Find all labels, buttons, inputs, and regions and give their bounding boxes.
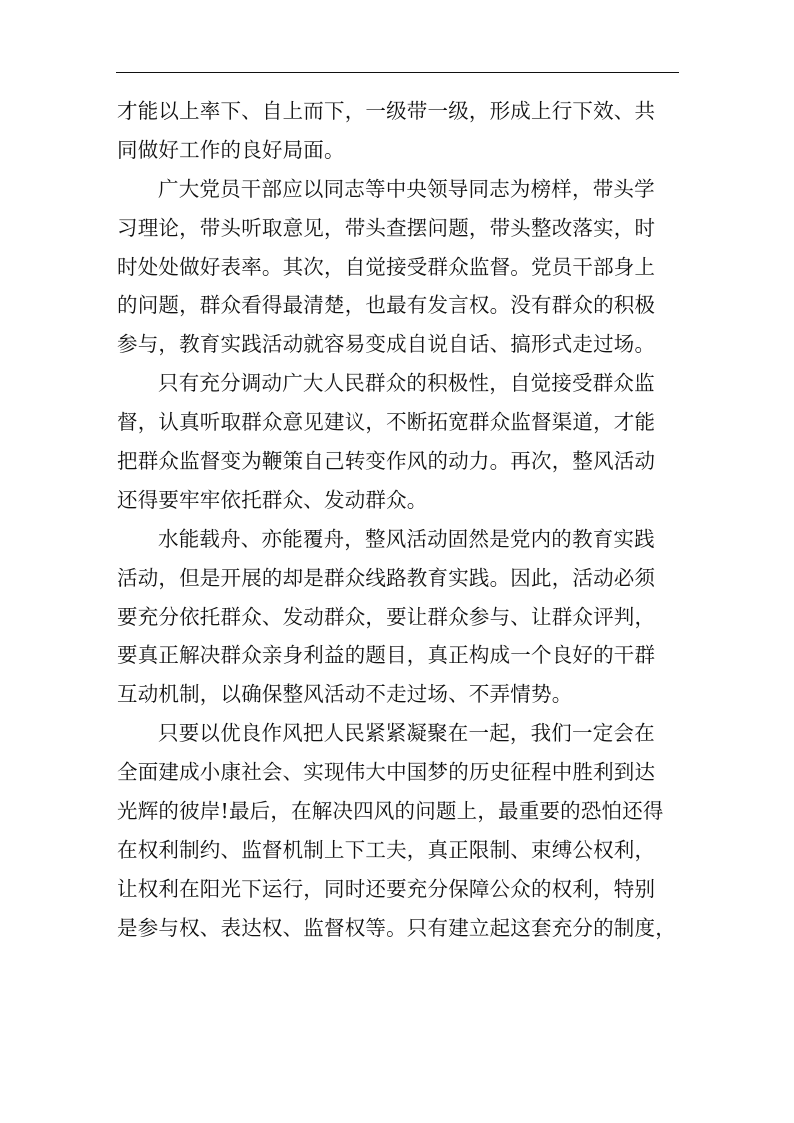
text-line: 要真正解决群众亲身利益的题目，真正构成一个良好的干群 <box>117 643 656 668</box>
paragraph-start-line: 只有充分调动广大人民群众的积极性，自觉接受群众监 <box>158 371 655 396</box>
text-line: 参与，教育实践活动就容易变成自说自话、搞形式走过场。 <box>117 332 656 357</box>
document-body <box>117 92 680 948</box>
text-line: 让权利在阳光下运行，同时还要充分保障公众的权利，特别 <box>117 876 656 901</box>
text-line: 互动机制，以确保整风活动不走过场、不弄情势。 <box>117 682 573 707</box>
header-rule <box>116 72 679 73</box>
text-line: 要充分依托群众、发动群众，要让群众参与、让群众评判， <box>117 604 656 629</box>
text-line: 习理论，带头听取意见，带头查摆问题，带头整改落实，时 <box>117 215 656 240</box>
text-line: 全面建成小康社会、实现伟大中国梦的历史征程中胜利到达 <box>117 760 656 785</box>
text-line: 才能以上率下、自上而下，一级带一级，形成上行下效、共 <box>117 99 656 123</box>
paragraph-start-line: 水能载舟、亦能覆舟，整风活动固然是党内的教育实践 <box>158 526 655 551</box>
paragraph-start-line: 广大党员干部应以同志等中央领导同志为榜样，带头学 <box>158 176 655 201</box>
text-line: 还得要牢牢依托群众、发动群众。 <box>117 487 428 512</box>
text-line: 的问题，群众看得最清楚，也最有发言权。没有群众的积极 <box>117 293 656 318</box>
paragraph-start-line: 只要以优良作风把人民紧紧凝聚在一起，我们一定会在 <box>158 721 655 746</box>
text-line: 时处处做好表率。其次，自觉接受群众监督。党员干部身上 <box>117 254 656 279</box>
text-line: 光辉的彼岸!最后，在解决四风的问题上，最重要的恐怕还得 <box>117 799 664 824</box>
text-line: 把群众监督变为鞭策自己转变作风的动力。再次，整风活动 <box>117 449 656 474</box>
text-line: 是参与权、表达权、监督权等。只有建立起这套充分的制度， <box>117 915 676 940</box>
text-line: 在权利制约、监督机制上下工夫，真正限制、束缚公权利， <box>117 837 656 862</box>
text-line: 活动，但是开展的却是群众线路教育实践。因此，活动必须 <box>117 565 656 590</box>
text-line: 同做好工作的良好局面。 <box>117 137 345 162</box>
text-line: 督，认真听取群众意见建议，不断拓宽群众监督渠道，才能 <box>117 410 656 435</box>
